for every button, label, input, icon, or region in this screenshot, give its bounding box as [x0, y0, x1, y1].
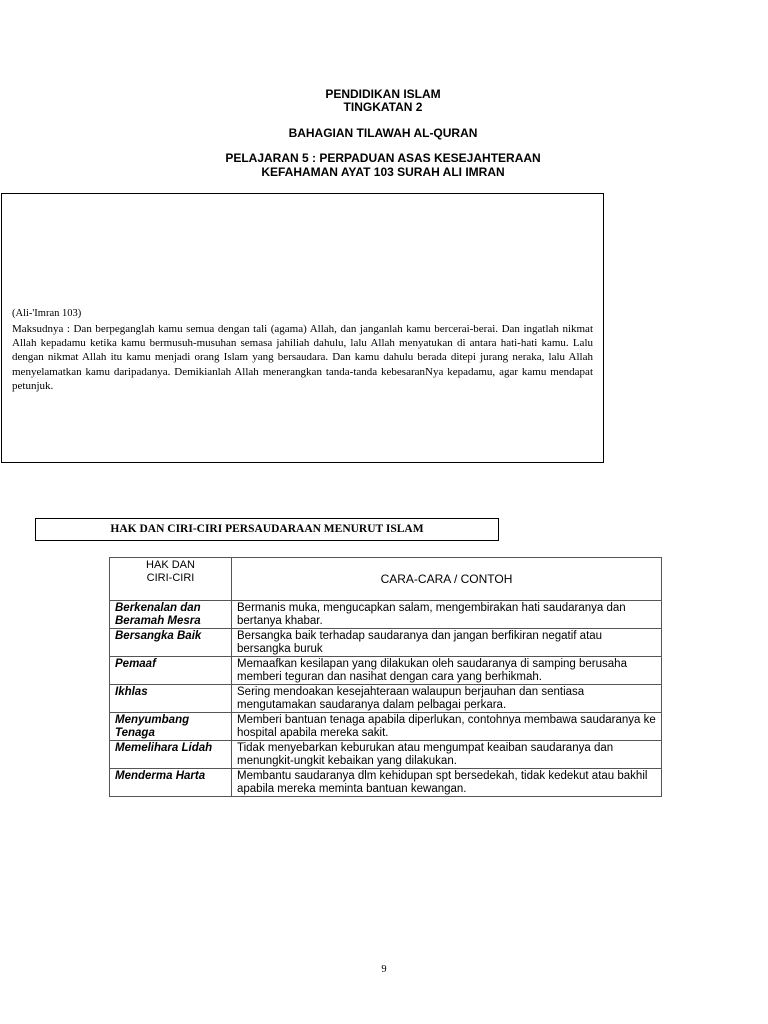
column-header-rights-line2: CIRI-CIRI	[146, 571, 195, 584]
table-row	[110, 601, 662, 629]
row-key: Ikhlas	[110, 685, 232, 713]
table-row	[110, 769, 662, 797]
row-value: Memberi bantuan tenaga apabila diperlukan, contohnya membawa saudaranya ke hospital apabila mereka sakit.	[232, 713, 662, 741]
row-key: Berkenalan dan Beramah Mesra	[110, 601, 232, 629]
arabic-line	[10, 227, 595, 247]
row-key: Menyumbang Tenaga	[110, 713, 232, 741]
row-value: Sering mendoakan kesejahteraan walaupun berjauhan dan sentiasa mengutamakan saudaranya dalam pelbagai perkara.	[232, 685, 662, 713]
table-section-title: HAK DAN CIRI-CIRI PERSAUDARAAN MENURUT ISLAM	[35, 518, 499, 541]
row-value: Bermanis muka, mengucapkan salam, mengembirakan hati saudaranya dan bertanya khabar.	[232, 601, 662, 629]
row-value: Memaafkan kesilapan yang dilakukan oleh saudaranya di samping berusaha memberi teguran dan nasihat dengan cara yang berhikmah.	[232, 657, 662, 685]
lesson-title: PELAJARAN 5 : PERPADUAN ASAS KESEJAHTERAAN	[225, 151, 541, 165]
row-value: Tidak menyebarkan keburukan atau mengumpat keaiban saudaranya dan menungkit-ungkit kebaikan yang dilakukan.	[232, 741, 662, 769]
table-row	[110, 629, 662, 657]
column-header-examples: CARA-CARA / CONTOH	[232, 558, 662, 601]
row-key: Bersangka Baik	[110, 629, 232, 657]
document-title: PENDIDIKAN ISLAM	[325, 87, 441, 101]
row-value: Bersangka baik terhadap saudaranya dan jangan berfikiran negatif atau bersangka buruk	[232, 629, 662, 657]
table-row	[110, 741, 662, 769]
table-row	[110, 657, 662, 685]
section-heading: BAHAGIAN TILAWAH AL-QURAN	[288, 126, 478, 140]
column-header-rights-line1: HAK DAN	[146, 559, 195, 571]
arabic-verse	[10, 227, 595, 307]
table-row	[110, 685, 662, 713]
verse-translation: Maksudnya : Dan berpeganglah kamu semua dengan tali (agama) Allah, dan janganlah kamu bercerai-berai. Dan ingatlah nikmat Allah kepadamu ketika kamu bermusuh-musuhan semasa jahiliah dahulu, lalu Allah menyatukan di antara hati-hati kamu. Lalu dengan nikmat Allah itu kamu menjadi orang Islam yang bersaudara. Dan kamu dahulu berada ditepi jurang neraka, lalu Allah menyelamatkan kamu daripadanya. Demikianlah Allah menerangkan tanda-tanda kebesaranNya kepadamu, agar kamu mendapat petunjuk.	[12, 323, 593, 392]
row-key: Pemaaf	[110, 657, 232, 685]
arabic-line	[10, 247, 595, 267]
document-subtitle: TINGKATAN 2	[343, 100, 423, 114]
arabic-line	[10, 287, 595, 307]
row-value: Membantu saudaranya dlm kehidupan spt bersedekah, tidak kedekut atau bakhil apabila mereka meminta bantuan kewangan.	[232, 769, 662, 797]
verse-reference: (Ali-'Imran 103)	[12, 308, 82, 319]
column-header-rights	[110, 558, 232, 601]
verse-box	[1, 193, 604, 463]
table-row	[110, 713, 662, 741]
rights-table	[109, 557, 662, 797]
row-key: Menderma Harta	[110, 769, 232, 797]
row-key: Memelihara Lidah	[110, 741, 232, 769]
lesson-subtitle: KEFAHAMAN AYAT 103 SURAH ALI IMRAN	[261, 165, 505, 179]
page-number: 9	[381, 964, 387, 975]
arabic-line	[10, 267, 595, 287]
table-header-row	[110, 558, 662, 601]
